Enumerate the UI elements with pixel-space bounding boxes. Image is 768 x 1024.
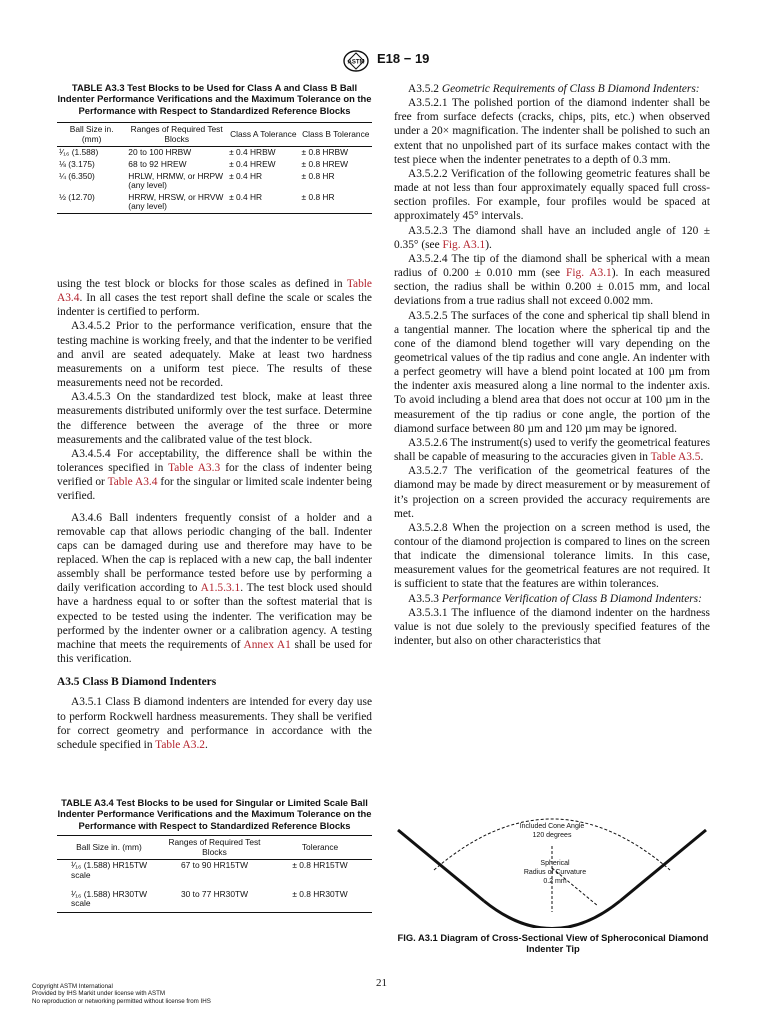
spherical-tip <box>484 901 620 928</box>
table-a34-caption: TABLE A3.4 Test Blocks to be used for Singular or Limited Scale Ball Indenter Performance Verifications and the Maximum Tolerance on the Performance with Respect to Standardized Reference Blocks <box>57 797 372 831</box>
table-cell: HRLW, HRMW, or HRPW (any level) <box>128 170 224 191</box>
table-row <box>57 860 372 889</box>
radius-value: 0.2 mm <box>543 878 567 885</box>
paragraph-a3-5-2-4: A3.5.2.4 The tip of the diamond shall be spherical with a mean radius of 0.200 ± 0.010 mm (see Fig. A3.1). In each measured section, the radius shall be within 0.200 ± 0.015 mm, and local deviations from a true radius shall not exceed 0.002 mm. <box>394 252 710 308</box>
table-a33 <box>57 122 372 214</box>
table-cell: ¹⁄₁₆ (1.588) HR15TW scale <box>71 860 148 880</box>
left-body-text <box>57 277 372 752</box>
indenter-diagram <box>392 808 712 928</box>
paragraph-a3-5-3-1: A3.5.3.1 The influence of the diamond indenter on the hardness value is not due solely to the previously specified features of the indenter, but also on other characteristics that <box>394 606 710 648</box>
table-a33-header: Ball Size in. (mm) <box>69 124 114 144</box>
figure-a31-caption: FIG. A3.1 Diagram of Cross-Sectional View of Spheroconical Diamond Indenter Tip <box>397 932 709 955</box>
table-a34-link[interactable]: Table A3.4 <box>107 476 158 489</box>
astm-logo-icon <box>342 50 370 72</box>
svg-text:ASTM: ASTM <box>347 59 365 66</box>
paragraph-a3-4-5-3: A3.4.5.3 On the standardized test block, make at least three measurements distributed uniformly over the test surface. Determine the difference between the average of the three or more measurements and the calibrated value of the test block. <box>57 391 372 446</box>
paragraph-a3-5-2-5: A3.5.2.5 The surfaces of the cone and spherical tip shall blend in a tangential manner. The location where the spherical tip and the cone of the diamond blend together will vary depending on the geometrical values of the tip radius and cone angle. An indenter with a perfect geometry will have a blend point located at 100 µm from the indenter axis measured along a line normal to the indenter axis. To avoid including a blend area that does not occur at 100 µm in the measurement of the tip radius or cone angle, the portion of the diamond surface between 80 µm and 120 µm may be ignored. <box>394 309 710 435</box>
radius-label: Spherical <box>540 860 570 867</box>
table-cell: ± 0.8 HR <box>301 170 335 181</box>
table-cell: ± 0.4 HR <box>229 170 263 181</box>
table-cell: ± 0.4 HR <box>229 191 263 202</box>
table-cell: ± 0.8 HRBW <box>301 147 349 158</box>
paragraph-a3-5-3: A3.5.3 Performance Verification of Class B Diamond Indenters: <box>408 592 702 605</box>
paragraph-a3-5-2-6: A3.5.2.6 The instrument(s) used to verify the geometrical features shall be capable of measuring to the accuracies given in Table A3.5. <box>394 436 710 464</box>
table-cell: 67 to 90 HR15TW <box>180 860 248 871</box>
fig-a31-link[interactable]: Fig. A3.1 <box>442 238 486 251</box>
footer-restriction: No reproduction or networking permitted without license from IHS <box>32 997 211 1005</box>
cone-angle-value: 120 degrees <box>532 832 572 839</box>
footer-license: Provided by IHS Markit under license with ASTM <box>32 990 166 998</box>
table-cell: ¹⁄₁₆ (1.588) <box>59 147 99 158</box>
paragraph-a3-4-5-4: A3.4.5.4 For acceptability, the difference shall be within the tolerances specified in Table A3.3 for the class of indenter being verified or Table A3.4 for the singular or limited scale indenter being verified. <box>57 447 372 503</box>
table-a34-block <box>57 797 372 913</box>
page-number: 21 <box>376 977 387 989</box>
table-row <box>57 192 372 214</box>
table-row <box>57 171 372 192</box>
table-row <box>57 147 372 159</box>
table-a34-header: Tolerance <box>301 842 339 853</box>
left-column <box>57 82 372 214</box>
table-row <box>57 889 372 913</box>
paragraph-a3-5-1: A3.5.1 Class B diamond indenters are intended for every day use to perform Rockwell hardness measurements. They shall be verified for correct geometry and performance in accordance with the schedule specified in Table A3.2. <box>57 696 372 751</box>
cone-angle-label: Included Cone Angle <box>519 823 585 830</box>
table-cell: ± 0.8 HR30TW <box>292 888 348 899</box>
table-cell: ± 0.4 HRBW <box>229 147 276 158</box>
paragraph-a3-5-2-1: A3.5.2.1 The polished portion of the diamond indenter shall be free from surface defects (cracks, chips, pits, etc.) when observed under a 20× magnification. The indenter shall be polished to such an extent that no unpolished part of its surface makes contact with the test piece when the indenter penetrates to a depth of 0.3 mm. <box>394 97 710 166</box>
table-a33-link[interactable]: Table A3.3 <box>168 462 221 475</box>
figure-a31 <box>392 808 712 928</box>
table-a32-link[interactable]: Table A3.2 <box>155 738 205 751</box>
paragraph-a3-4-5-2: A3.4.5.2 Prior to the performance verification, ensure that the testing machine is working freely, and that the indenter to be verified and anvil are seated adequately. Make at least two hardness measurements on a uniform test piece. The results of these measurements need not be recorded. <box>57 320 372 390</box>
page-header <box>0 50 768 72</box>
a1-5-3-1-link[interactable]: A1.5.3.1 <box>200 582 241 595</box>
table-a34 <box>57 835 372 913</box>
table-cell: ± 0.8 HR15TW <box>292 860 348 871</box>
fig-a31-link[interactable]: Fig. A3.1 <box>566 267 612 280</box>
paragraph-a3-5-2-3: A3.5.2.3 The diamond shall have an included angle of 120 ± 0.35° (see Fig. A3.1). <box>394 224 710 251</box>
table-a33-caption: TABLE A3.3 Test Blocks to be Used for Class A and Class B Ball Indenter Performance Verifications and the Maximum Tolerance on the Performance with Respect to Standardized Reference Blocks <box>57 82 372 116</box>
paragraph-a3-5-2-8: A3.5.2.8 When the projection on a screen method is used, the contour of the diamond projection is compared to lines on the screen that indicate the dimensional tolerance limits. In this case, measurement values for the geometrical features are not required. It is sufficient to state that the features are within tolerances. <box>394 521 710 591</box>
table-cell: ± 0.4 HREW <box>229 159 276 169</box>
table-cell: ¹⁄₁₆ (1.588) HR30TW scale <box>71 888 148 909</box>
right-column <box>394 82 710 648</box>
table-a34-link[interactable]: Table A3.4 <box>57 278 372 305</box>
table-cell: ¼ (6.350) <box>59 170 95 181</box>
table-row <box>57 159 372 171</box>
table-cell: 30 to 77 HR30TW <box>180 888 248 899</box>
table-cell: 20 to 100 HRBW <box>128 147 192 158</box>
standard-number: E18 − 19 <box>377 51 430 66</box>
table-cell: 68 to 92 HREW <box>128 159 187 169</box>
table-cell: ± 0.8 HR <box>301 191 335 202</box>
table-a35-link[interactable]: Table A3.5 <box>650 451 701 464</box>
annex-a1-link[interactable]: Annex A1 <box>243 638 291 651</box>
paragraph: using the test block or blocks for those scales as defined in Table A3.4. In all cases the test report shall define the scale or scales the indenter is certified to perform. <box>57 278 372 319</box>
table-a34-header: Ball Size in. (mm) <box>76 842 142 853</box>
table-cell: HRRW, HRSW, or HRVW (any level) <box>128 191 224 212</box>
paragraph-a3-4-6: A3.4.6 Ball indenters frequently consist of a holder and a removable cap that allows periodic changing of the ball. Indenter caps can be damaged during use and therefore may have to be replaced. When the cap is replaced with a new cap, the ball indenter assembly shall be performance tested before use by performing a daily verification according to A1.5.3.1. The test block used should have a hardness equal to or softer than the softest material that is expected to be tested using the indenter. The verification may be performed by the indenter owner or a calibration agency. A testing machine that meets the requirements of Annex A1 shall be used for this verification. <box>57 511 372 666</box>
page-footer <box>32 983 211 1005</box>
cone-right-edge <box>620 830 706 901</box>
table-a33-header: Class B Tolerance <box>302 129 370 140</box>
table-a33-header: Ranges of Required Test Blocks <box>130 124 223 144</box>
paragraph-a3-5-2-2: A3.5.2.2 Verification of the following geometric features shall be made at not less than four approximately equally spaced full cross-section profiles. For example, four profiles would be spaced at approximately 45° intervals. <box>394 167 710 223</box>
table-cell: ½ (12.70) <box>59 191 95 202</box>
section-heading-a3-5: A3.5 Class B Diamond Indenters <box>57 676 217 689</box>
footer-copyright: Copyright ASTM International <box>32 983 113 990</box>
table-a34-header: Ranges of Required Test Blocks <box>168 837 261 857</box>
table-a33-header: Class A Tolerance <box>230 129 297 140</box>
table-cell: ± 0.8 HREW <box>301 159 349 169</box>
cone-left-edge <box>398 830 484 901</box>
radius-label-2: Radius of Curvature <box>523 869 587 876</box>
paragraph-a3-5-2: A3.5.2 Geometric Requirements of Class B Diamond Indenters: <box>408 83 700 95</box>
table-cell: ⅛ (3.175) <box>59 159 95 169</box>
paragraph-a3-5-2-7: A3.5.2.7 The verification of the geometrical features of the diamond may be made by direct measurement or by measurement of it’s projection on a screen provided the accuracy requirements are met. <box>394 465 710 520</box>
